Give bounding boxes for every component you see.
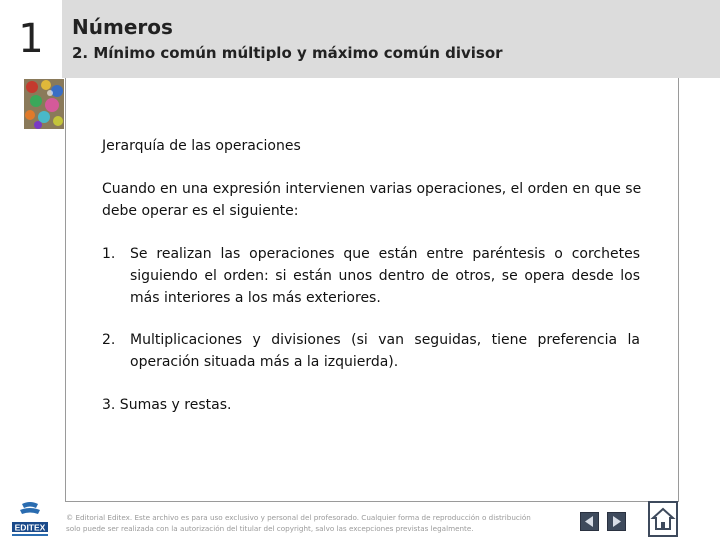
arrow-right-icon <box>608 513 625 530</box>
list-item <box>102 394 640 416</box>
list-item-number: 2. <box>102 332 116 348</box>
next-button[interactable] <box>607 512 626 531</box>
intro-paragraph: Cuando en una expresión intervienen varias operaciones, el orden en que se debe operar es el siguiente: <box>102 181 642 219</box>
list-item-text: Se realizan las operaciones que están entre paréntesis o corchetes siguiendo el orden: si están unos dentro de otros, se opera desde los más interiores a los más exteriores. <box>130 246 640 306</box>
list-item <box>102 329 640 373</box>
list-item-text: 3. Sumas y restas. <box>102 397 232 413</box>
chapter-cover-image <box>24 79 64 129</box>
arrow-left-icon <box>581 513 598 530</box>
previous-button[interactable] <box>580 512 599 531</box>
copyright-notice: © Editorial Editex. Este archivo es para uso exclusivo y personal del profesorado. Cualquier forma de reproducción o distribución solo puede ser realizada con la autorización del titular del copyright, salvo las excepciones previstas legalmente. <box>66 513 531 533</box>
unit-title: Números <box>72 15 173 39</box>
logo-text: EDITEX <box>14 522 46 533</box>
header-bar <box>0 0 720 78</box>
list-item-text: Multiplicaciones y divisiones (si van seguidas, tiene preferencia la operación situada más a la izquierda). <box>130 332 640 370</box>
home-icon <box>650 503 676 535</box>
list-item <box>102 243 640 309</box>
section-title: 2. Mínimo común múltiplo y máximo común divisor <box>72 44 503 62</box>
home-button[interactable] <box>648 501 678 537</box>
editex-logo <box>8 500 52 540</box>
chapter-number-box <box>0 0 62 78</box>
content-heading: Jerarquía de las operaciones <box>102 138 301 154</box>
content-panel <box>65 78 679 502</box>
list-item-number: 1. <box>102 246 116 262</box>
chapter-number: 1 <box>18 16 44 62</box>
